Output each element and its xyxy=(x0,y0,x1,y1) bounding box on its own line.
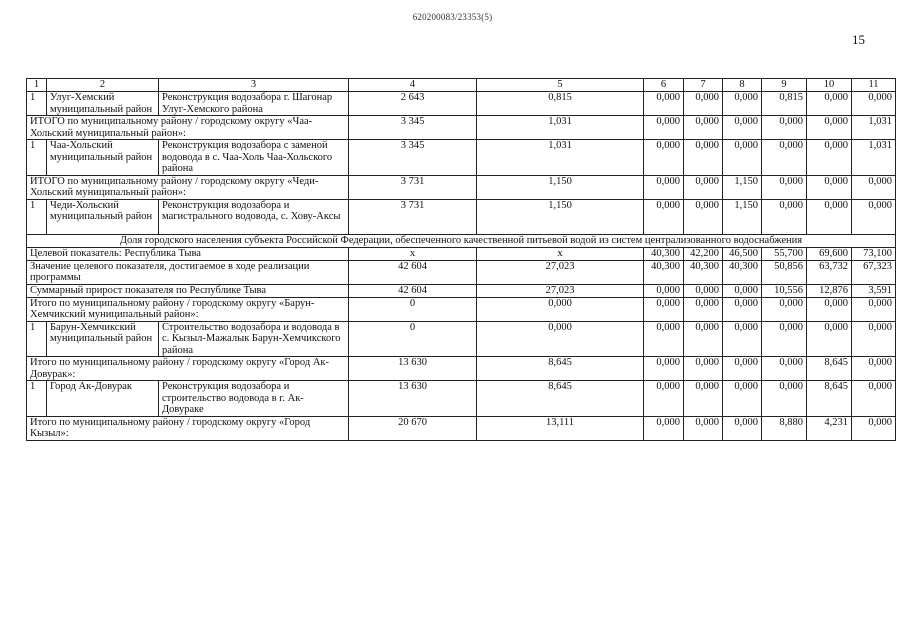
header-cell: 7 xyxy=(684,79,723,92)
total-label: Значение целевого показателя, достигаемое в ходе реализации программы xyxy=(27,260,349,284)
value-cell: 13 630 xyxy=(349,381,477,417)
value-cell: 0,000 xyxy=(852,199,896,234)
item-row xyxy=(27,199,896,234)
value-cell: 0,000 xyxy=(762,175,807,199)
value-cell: 0,000 xyxy=(644,175,684,199)
header-cell: 5 xyxy=(477,79,644,92)
header-cell: 4 xyxy=(349,79,477,92)
value-cell: 3,591 xyxy=(852,284,896,297)
value-cell: 0,000 xyxy=(723,284,762,297)
value-cell: 1,031 xyxy=(477,140,644,176)
value-cell: 0,000 xyxy=(807,321,852,357)
value-cell: 0,000 xyxy=(684,297,723,321)
value-cell: 0,000 xyxy=(684,416,723,440)
municipality-name: Чеди-Хольский муниципальный район xyxy=(47,199,159,234)
value-cell: 0,000 xyxy=(852,175,896,199)
value-cell: 46,500 xyxy=(723,247,762,260)
project-description: Реконструкция водозабора с заменой водовода в с. Чаа-Холь Чаа-Хольского района xyxy=(159,140,349,176)
value-cell: 0,000 xyxy=(644,357,684,381)
project-description: Строительство водозабора и водовода в с. Кызыл-Мажалык Барун-Хемчикского района xyxy=(159,321,349,357)
value-cell: 40,300 xyxy=(684,260,723,284)
value-cell: 20 670 xyxy=(349,416,477,440)
value-cell: 0,000 xyxy=(723,140,762,176)
total-label: ИТОГО по муниципальному району / городскому округу «Чеди-Хольский муниципальный район»: xyxy=(27,175,349,199)
total-row xyxy=(27,357,896,381)
value-cell: 0,000 xyxy=(723,321,762,357)
header-cell: 1 xyxy=(27,79,47,92)
program-table xyxy=(26,78,896,441)
value-cell: 1,150 xyxy=(477,199,644,234)
total-row xyxy=(27,116,896,140)
value-cell: 3 731 xyxy=(349,175,477,199)
value-cell: 50,856 xyxy=(762,260,807,284)
total-row xyxy=(27,247,896,260)
header-cell: 11 xyxy=(852,79,896,92)
value-cell: 0,000 xyxy=(644,416,684,440)
value-cell: 40,300 xyxy=(723,260,762,284)
value-cell: 0,000 xyxy=(762,140,807,176)
header-cell: 8 xyxy=(723,79,762,92)
item-number: 1 xyxy=(27,199,47,234)
value-cell: 55,700 xyxy=(762,247,807,260)
document-id: 620200083/23353(5) xyxy=(412,12,493,22)
value-cell: 0,000 xyxy=(644,92,684,116)
value-cell: 0,000 xyxy=(644,116,684,140)
value-cell: 0,815 xyxy=(762,92,807,116)
value-cell: 40,300 xyxy=(644,260,684,284)
value-cell: 8,645 xyxy=(477,357,644,381)
value-cell: 0,000 xyxy=(807,140,852,176)
value-cell: 0 xyxy=(349,297,477,321)
value-cell: 0,000 xyxy=(684,140,723,176)
project-description: Реконструкция водозабора г. Шагонар Улуг-Хемского района xyxy=(159,92,349,116)
value-cell: 8,645 xyxy=(807,357,852,381)
value-cell: 0,000 xyxy=(644,140,684,176)
value-cell: 1,031 xyxy=(477,116,644,140)
value-cell: 13,111 xyxy=(477,416,644,440)
value-cell: 1,150 xyxy=(723,175,762,199)
page-number: 15 xyxy=(852,32,865,47)
value-cell: 12,876 xyxy=(807,284,852,297)
value-cell: 0,000 xyxy=(684,92,723,116)
value-cell: х xyxy=(349,247,477,260)
municipality-name: Чаа-Хольский муниципальный район xyxy=(47,140,159,176)
value-cell: 0,000 xyxy=(684,199,723,234)
value-cell: 27,023 xyxy=(477,260,644,284)
value-cell: 27,023 xyxy=(477,284,644,297)
value-cell: 3 345 xyxy=(349,140,477,176)
value-cell: 0,000 xyxy=(762,357,807,381)
value-cell: 0,000 xyxy=(477,297,644,321)
value-cell: 0,000 xyxy=(762,381,807,417)
value-cell: 69,600 xyxy=(807,247,852,260)
value-cell: 40,300 xyxy=(644,247,684,260)
value-cell: 73,100 xyxy=(852,247,896,260)
value-cell: 0,000 xyxy=(644,284,684,297)
total-row xyxy=(27,297,896,321)
value-cell: 0,000 xyxy=(644,297,684,321)
total-label: Суммарный прирост показателя по Республике Тыва xyxy=(27,284,349,297)
municipality-name: Барун-Хемчикский муниципальный район xyxy=(47,321,159,357)
value-cell: 0,000 xyxy=(644,199,684,234)
value-cell: 0,000 xyxy=(723,116,762,140)
total-label: Целевой показатель: Республика Тыва xyxy=(27,247,349,260)
value-cell: 42,200 xyxy=(684,247,723,260)
header-row xyxy=(27,79,896,92)
value-cell: х xyxy=(477,247,644,260)
table-body xyxy=(27,79,896,441)
total-row xyxy=(27,284,896,297)
value-cell: 0,000 xyxy=(762,116,807,140)
value-cell: 0,000 xyxy=(852,92,896,116)
total-row xyxy=(27,175,896,199)
total-label: Итого по муниципальному району / городскому округу «Барун-Хемчикский муниципальный район»: xyxy=(27,297,349,321)
value-cell: 0,000 xyxy=(807,92,852,116)
value-cell: 0,815 xyxy=(477,92,644,116)
item-row xyxy=(27,140,896,176)
section-title-row xyxy=(27,234,896,247)
value-cell: 0,000 xyxy=(807,175,852,199)
value-cell: 8,880 xyxy=(762,416,807,440)
value-cell: 8,645 xyxy=(807,381,852,417)
value-cell: 0,000 xyxy=(723,381,762,417)
item-number: 1 xyxy=(27,321,47,357)
item-row xyxy=(27,92,896,116)
value-cell: 0,000 xyxy=(852,416,896,440)
value-cell: 4,231 xyxy=(807,416,852,440)
value-cell: 63,732 xyxy=(807,260,852,284)
value-cell: 10,556 xyxy=(762,284,807,297)
value-cell: 0 xyxy=(349,321,477,357)
item-number: 1 xyxy=(27,140,47,176)
value-cell: 0,000 xyxy=(684,321,723,357)
header-cell: 6 xyxy=(644,79,684,92)
header-cell: 3 xyxy=(159,79,349,92)
value-cell: 0,000 xyxy=(644,381,684,417)
value-cell: 1,150 xyxy=(477,175,644,199)
value-cell: 0,000 xyxy=(684,357,723,381)
value-cell: 0,000 xyxy=(807,116,852,140)
value-cell: 0,000 xyxy=(852,297,896,321)
value-cell: 42 604 xyxy=(349,260,477,284)
total-label: ИТОГО по муниципальному району / городскому округу «Чаа-Хольский муниципальный район»: xyxy=(27,116,349,140)
value-cell: 0,000 xyxy=(644,321,684,357)
value-cell: 1,150 xyxy=(723,199,762,234)
value-cell: 0,000 xyxy=(762,297,807,321)
value-cell: 0,000 xyxy=(684,284,723,297)
header-cell: 2 xyxy=(47,79,159,92)
header-cell: 10 xyxy=(807,79,852,92)
value-cell: 0,000 xyxy=(477,321,644,357)
header-cell: 9 xyxy=(762,79,807,92)
value-cell: 0,000 xyxy=(684,381,723,417)
value-cell: 0,000 xyxy=(852,321,896,357)
value-cell: 0,000 xyxy=(807,297,852,321)
item-row xyxy=(27,381,896,417)
value-cell: 3 345 xyxy=(349,116,477,140)
value-cell: 2 643 xyxy=(349,92,477,116)
value-cell: 67,323 xyxy=(852,260,896,284)
total-label: Итого по муниципальному району / городскому округу «Город Кызыл»: xyxy=(27,416,349,440)
item-number: 1 xyxy=(27,381,47,417)
project-description: Реконструкция водозабора и строительство водовода в г. Ак-Довураке xyxy=(159,381,349,417)
value-cell: 8,645 xyxy=(477,381,644,417)
value-cell: 0,000 xyxy=(723,297,762,321)
value-cell: 0,000 xyxy=(852,381,896,417)
item-row xyxy=(27,321,896,357)
value-cell: 0,000 xyxy=(723,416,762,440)
item-number: 1 xyxy=(27,92,47,116)
value-cell: 0,000 xyxy=(723,92,762,116)
value-cell: 1,031 xyxy=(852,116,896,140)
total-row xyxy=(27,260,896,284)
total-label: Итого по муниципальному району / городскому округу «Город Ак-Довурак»: xyxy=(27,357,349,381)
total-row xyxy=(27,416,896,440)
value-cell: 1,031 xyxy=(852,140,896,176)
value-cell: 13 630 xyxy=(349,357,477,381)
value-cell: 0,000 xyxy=(723,357,762,381)
section-title: Доля городского населения субъекта Российской Федерации, обеспеченного качественной питьевой водой из систем централизованного водоснабжения xyxy=(27,234,896,247)
value-cell: 0,000 xyxy=(807,199,852,234)
municipality-name: Город Ак-Довурак xyxy=(47,381,159,417)
value-cell: 0,000 xyxy=(684,175,723,199)
value-cell: 0,000 xyxy=(762,321,807,357)
value-cell: 0,000 xyxy=(762,199,807,234)
municipality-name: Улуг-Хемский муниципальный район xyxy=(47,92,159,116)
value-cell: 0,000 xyxy=(684,116,723,140)
value-cell: 0,000 xyxy=(852,357,896,381)
value-cell: 3 731 xyxy=(349,199,477,234)
value-cell: 42 604 xyxy=(349,284,477,297)
project-description: Реконструкция водозабора и магистрального водовода, с. Хову-Аксы xyxy=(159,199,349,234)
